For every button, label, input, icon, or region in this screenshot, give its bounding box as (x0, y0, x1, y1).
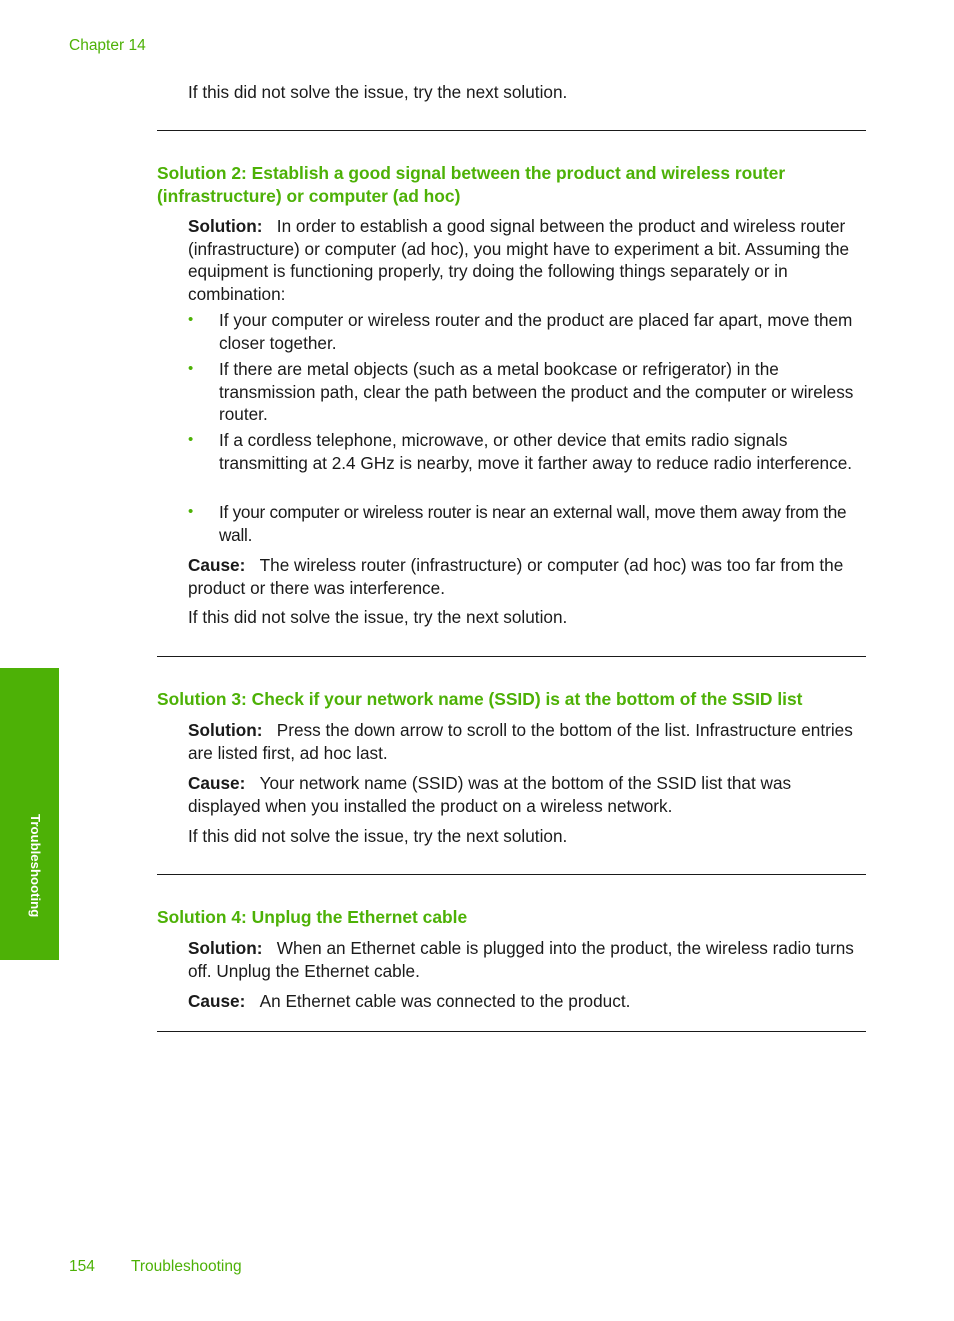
solution-4-cause-text: An Ethernet cable was connected to the product. (259, 991, 631, 1011)
solution-2-solution-text: In order to establish a good signal between the product and wireless router (infrastructure) or computer (ad hoc), you might have to experiment a bit. Assuming the equipment is functioning properly, try doing the following things separately or in combination: (188, 216, 850, 304)
solution-3-solution-text: Press the down arrow to scroll to the bottom of the list. Infrastructure entries are listed first, ad hoc last. (188, 720, 853, 763)
solution-4-cause-paragraph (188, 990, 868, 1013)
section-divider (157, 130, 866, 131)
solution-4-solution-text: When an Ethernet cable is plugged into the product, the wireless radio turns off. Unplug the Ethernet cable. (188, 938, 854, 981)
footer-section: Troubleshooting (131, 1258, 242, 1275)
list-item-text: If your computer or wireless router is near an external wall, move them away from the wall. (219, 502, 847, 545)
bullet-icon: • (188, 360, 194, 377)
solution-label: Solution: (188, 938, 263, 958)
cause-label: Cause: (188, 555, 246, 575)
list-item-text: If your computer or wireless router and the product are placed far apart, move them closer together. (219, 310, 853, 353)
solution-4-solution-paragraph (188, 937, 868, 982)
solution-3-solution-paragraph (188, 719, 868, 764)
cause-label: Cause: (188, 773, 246, 793)
chapter-label: Chapter 14 (69, 37, 146, 54)
solution-2-solution-paragraph (188, 215, 868, 305)
solution-3-cause-text: Your network name (SSID) was at the bottom of the SSID list that was displayed when you installed the product on a wireless network. (188, 773, 792, 816)
list-item-text: If there are metal objects (such as a metal bookcase or refrigerator) in the transmission path, clear the path between the product and the computer or wireless router. (219, 359, 854, 424)
solution-2-heading-line1: Solution 2: Establish a good signal between the product and wireless router (157, 163, 786, 183)
side-tab-label: Troubleshooting (28, 814, 43, 918)
page-number: 154 (69, 1258, 95, 1275)
section-divider (157, 874, 866, 875)
list-item-text: If a cordless telephone, microwave, or other device that emits radio signals transmitting at 2.4 GHz is nearby, move it farther away to reduce radio interference. (219, 430, 853, 473)
solution-3-next-solution: If this did not solve the issue, try the next solution. (188, 826, 568, 846)
section-divider (157, 1031, 866, 1032)
cause-label: Cause: (188, 991, 246, 1011)
intro-next-solution: If this did not solve the issue, try the next solution. (188, 82, 568, 102)
section-divider (157, 656, 866, 657)
bullet-icon: • (188, 311, 194, 328)
solution-2-heading-line2: (infrastructure) or computer (ad hoc) (157, 186, 461, 206)
bullet-icon: • (188, 431, 194, 448)
solution-2-heading (157, 162, 857, 208)
solution-2-cause-text: The wireless router (infrastructure) or computer (ad hoc) was too far from the product or there was interference. (188, 555, 844, 598)
solution-4-heading: Solution 4: Unplug the Ethernet cable (157, 907, 468, 927)
solution-label: Solution: (188, 216, 263, 236)
solution-2-cause-paragraph (188, 554, 868, 599)
solution-label: Solution: (188, 720, 263, 740)
bullet-icon: • (188, 503, 194, 520)
solution-3-cause-paragraph (188, 772, 868, 817)
solution-3-heading: Solution 3: Check if your network name (SSID) is at the bottom of the SSID list (157, 689, 803, 709)
solution-2-next-solution: If this did not solve the issue, try the next solution. (188, 607, 568, 627)
